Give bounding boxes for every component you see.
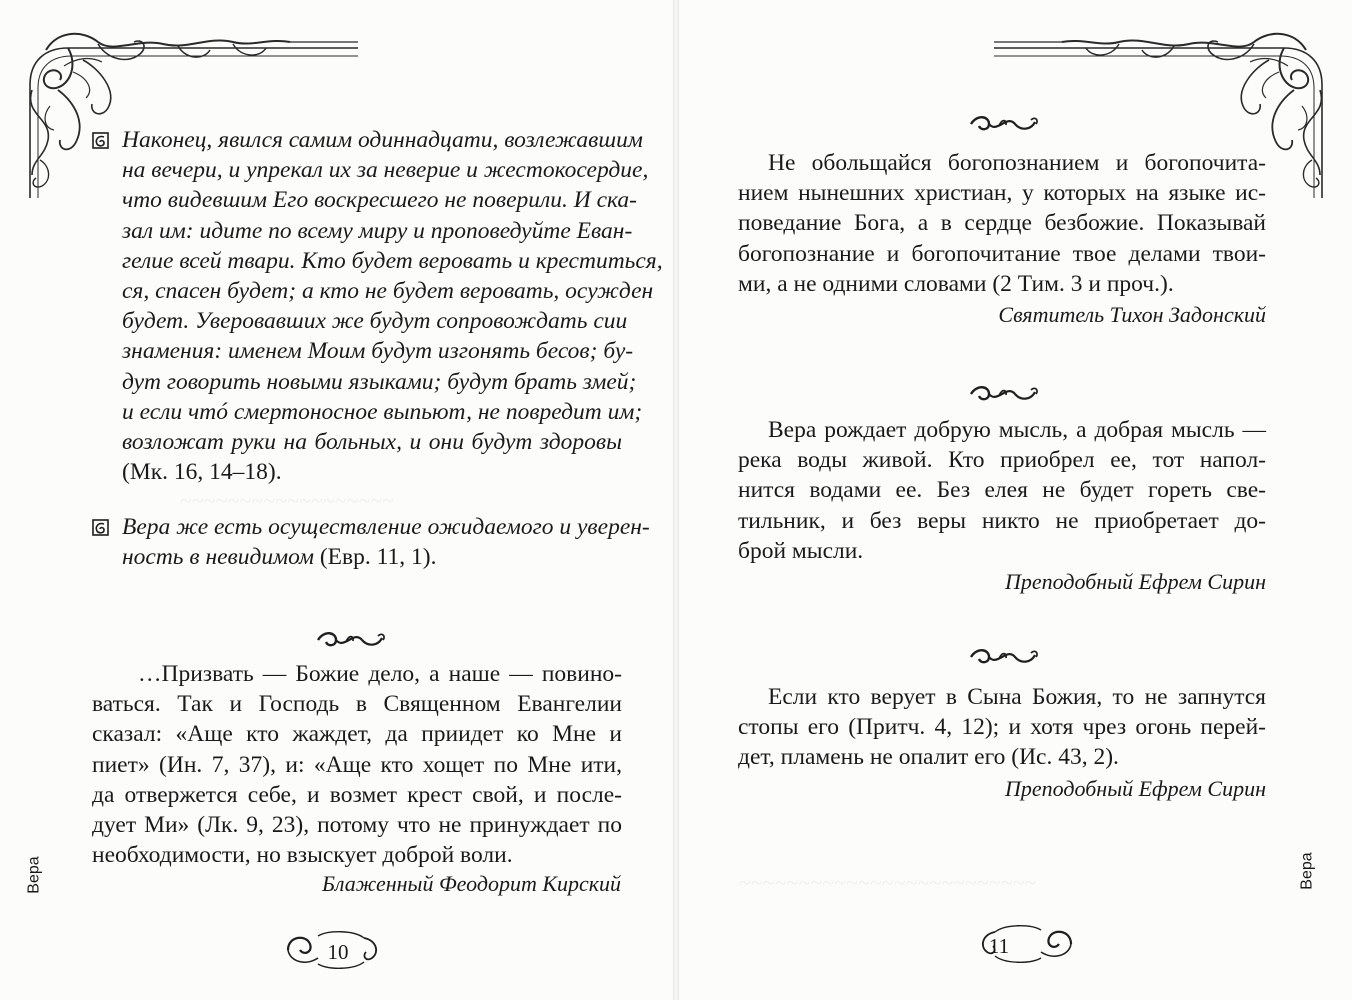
- quote-line: что видевшим Его воскресшего не поверили. И ска-: [122, 187, 638, 214]
- gospel-quote-mark: [122, 125, 663, 487]
- page-number: 10: [327, 940, 349, 964]
- quote-line: возложат руки на больных, и они будут здоровы: [122, 429, 622, 456]
- running-head: Вера: [1298, 852, 1316, 890]
- quote-text: ность в невидимом: [122, 544, 314, 571]
- quote-line: и если чтó смертоносное выпьют, не повредит им;: [122, 398, 643, 425]
- divider-ornament-icon: [969, 382, 1039, 406]
- quote-line: будет. Уверовавших же будут сопровождать сии: [122, 308, 628, 335]
- author-attribution: Преподобный Ефрем Сирин: [1005, 569, 1266, 594]
- passage-line: нием нынешних христиан, у которых на языке ис-: [738, 180, 1266, 207]
- quote-line: дут говорить новыми языками; будут брать змей;: [122, 368, 637, 395]
- passage-line: дет, пламень не опалит его (Ис. 43, 2).: [738, 744, 1119, 771]
- passage-line: пиет» (Ин. 7, 37), и: «Аще кто хощет по Мне ити,: [92, 751, 622, 778]
- passage-line: ми, а не одними словами (2 Тим. 3 и проч.).: [738, 270, 1174, 297]
- passage-line: необходимости, но взыскует доброй воли.: [92, 842, 513, 869]
- divider-ornament-icon: [969, 112, 1039, 136]
- quote-line: на вечери, и упрекал их за неверие и жестокосердие,: [122, 157, 649, 184]
- passage-line: поведание Бога, а в сердце безбожие. Показывай: [738, 210, 1266, 237]
- quote-line: Наконец, явился самим одиннадцати, возлежавшим: [122, 127, 643, 153]
- passage-line: ваться. Так и Господь в Священном Евангелии: [92, 691, 622, 718]
- ephrem-passage-2: [738, 682, 1266, 773]
- quote-line: гелие всей твари. Кто будет веровать и креститься,: [122, 247, 663, 274]
- divider-ornament-icon: [316, 628, 386, 652]
- quote-line: Вера же есть осуществление ожидаемого и уверен-: [122, 514, 650, 540]
- bleed-through: ~~~~~~~~~~~~~~~~~~~~~~~~~: [739, 870, 1037, 895]
- author-attribution: Преподобный Ефрем Сирин: [1005, 776, 1266, 801]
- bleed-through: ~~~~~~~~~~~~~~~~~~: [180, 488, 395, 513]
- quote-reference: (Мк. 16, 14–18).: [122, 459, 282, 486]
- passage-line: Если кто верует в Сына Божия, то не запнутся: [768, 684, 1266, 710]
- passage-line: брой мысли.: [738, 537, 864, 564]
- passage-line: тильник, и без веры никто не приобретает до-: [738, 507, 1266, 534]
- quote-line: знамения: именем Моим будут изгонять бесов; бу-: [122, 338, 634, 365]
- right-page: [679, 0, 1352, 1000]
- passage-line: да отвержется себе, и возмет крест свой, и после-: [92, 781, 622, 808]
- theodoret-passage: [92, 659, 622, 870]
- author-attribution: Святитель Тихон Задонский: [998, 302, 1266, 327]
- passage-line: река воды живой. Кто приобрел ее, тот напол-: [738, 447, 1266, 474]
- ephrem-passage-1: [738, 415, 1266, 566]
- passage-line: дует Ми» (Лк. 9, 23), потому что не принуждает по: [92, 812, 622, 839]
- passage-line: …Призвать — Божие дело, а наше — повино-: [138, 661, 622, 687]
- passage-line: Не обольщайся богопознанием и богопочита-: [768, 150, 1266, 176]
- passage-line: богопознание и богопочитание твое делами твои-: [738, 240, 1266, 267]
- bullet-icon: [92, 132, 109, 149]
- page-number: 11: [988, 934, 1010, 958]
- passage-line: нится водами ее. Без елея не будет гореть све-: [738, 477, 1266, 504]
- quote-line: ся, спасен будет; а кто не будет веровать, осужден: [122, 278, 654, 305]
- quote-line: зал им: идите по всему миру и проповедуйте Еван-: [122, 217, 633, 244]
- bullet-icon: [92, 519, 109, 536]
- passage-line: сказал: «Аще кто жаждет, да приидет ко Мне и: [92, 721, 622, 748]
- author-attribution: Блаженный Феодорит Кирский: [321, 871, 621, 896]
- epistle-quote: [122, 512, 650, 572]
- passage-line: стопы его (Притч. 4, 12); и хотя чрез огонь перей-: [738, 714, 1266, 741]
- quote-reference: (Евр. 11, 1).: [313, 544, 437, 571]
- left-page: [0, 0, 673, 1000]
- running-head: Вера: [25, 856, 43, 894]
- tikhon-passage: [738, 148, 1266, 299]
- quote-line: [122, 542, 622, 572]
- divider-ornament-icon: [969, 645, 1039, 669]
- passage-line: Вера рождает добрую мысль, а добрая мысль —: [768, 417, 1266, 443]
